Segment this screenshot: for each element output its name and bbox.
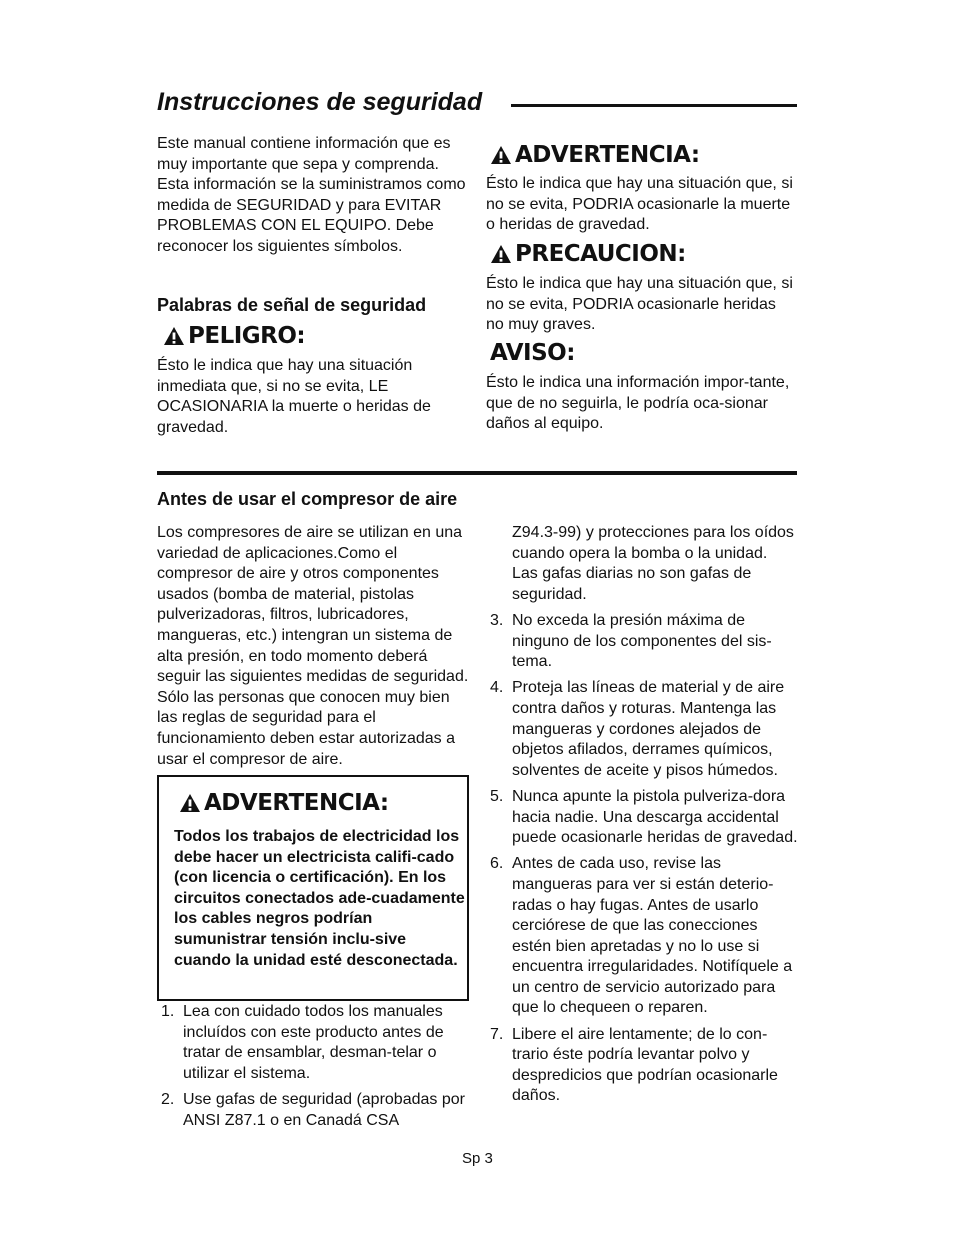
section-intro: Los compresores de aire se utilizan en una variedad de aplicaciones.Como el compresor de aire y otros componentes usados (bomba de material, pistolas pulverizadoras, filtros, lubricadores, mangueras, etc.) intengran un sistema de alta presión, en todo momento deberá seguir las siguientes medidas de seguridad. Sólo las personas que conocen muy bien las reglas de seguridad para el funcionamiento deben estar autorizadas a usar el compresor de aire. bbox=[157, 524, 469, 768]
list-item bbox=[157, 1090, 467, 1131]
warning-triangle-icon bbox=[490, 145, 512, 165]
precaucion-description: Ésto le indica que hay una situación que, si no se evita, PODRIA ocasionarle heridas no muy graves. bbox=[486, 275, 793, 334]
list-item bbox=[486, 854, 798, 1019]
list-item-text: Nunca apunte la pistola pulveriza-dora hacia nadie. Una descarga accidental puede ocasionarle heridas de gravedad. bbox=[512, 787, 798, 847]
peligro-description: Ésto le indica que hay una situación inmediata que, si no se evita, LE OCASIONARIA la muerte o heridas de gravedad. bbox=[157, 357, 431, 436]
peligro-label bbox=[163, 323, 305, 349]
list-item bbox=[486, 1025, 798, 1107]
list-item-text: Proteja las líneas de material y de aire contra daños y roturas. Mantenga las mangueras y cordones alejados de objetos afilados, derrames químicos, solventes de aceite y pisos húmedos. bbox=[512, 679, 785, 779]
list-item bbox=[157, 1002, 467, 1084]
page-title: Instrucciones de seguridad bbox=[157, 88, 483, 116]
title-rule bbox=[511, 104, 797, 107]
aviso-description: Ésto le indica una información impor-tante, que de no seguirla, le podría oca-sionar daños al equipo. bbox=[486, 374, 790, 433]
intro-text: Este manual contiene información que es muy importante que sepa y comprenda. Esta información se la suministramos como medida de SEGURIDAD y para EVITAR PROBLEMAS CON EL EQUIPO. Debe reconocer los siguientes símbolos. bbox=[157, 135, 466, 255]
list-item-number: 4. bbox=[490, 679, 504, 697]
warning-triangle-icon bbox=[179, 793, 201, 813]
aviso-label bbox=[490, 340, 575, 366]
list-item-text: Libere el aire lentamente; de lo con-trario éste podría levantar polvo y despredicios que podrían ocasionarle daños. bbox=[512, 1025, 778, 1105]
warning-box-text: Todos los trabajos de electricidad los debe hacer un electricista califi-cado (con licencia o certificación). En los circuitos conectados ade-cuadamente los cables negros podrían sumunistrar tensión inclu-sive cuando la unidad esté desconectada. bbox=[174, 828, 465, 969]
section-divider bbox=[157, 471, 797, 475]
advertencia-description: Ésto le indica que hay una situación que, si no se evita, PODRIA ocasionarle la muerte o heridas de gravedad. bbox=[486, 175, 793, 234]
advertencia-label bbox=[490, 142, 700, 168]
page-number: Sp 3 bbox=[462, 1150, 493, 1167]
list-item-text: No exceda la presión máxima de ninguno de los componentes del sis-tema. bbox=[512, 612, 772, 671]
safety-list-right bbox=[486, 611, 798, 1113]
list-item-text: Lea con cuidado todos los manuales incluídos con este producto antes de tratar de ensamblar, desman-telar o utilizar el sistema. bbox=[183, 1003, 444, 1082]
list-item-number: 7. bbox=[490, 1025, 504, 1043]
list-item-number: 6. bbox=[490, 855, 504, 873]
list-item-text: Use gafas de seguridad (aprobadas por ANSI Z87.1 o en Canadá CSA bbox=[183, 1090, 465, 1129]
intro-paragraph bbox=[157, 134, 475, 258]
warning-triangle-icon bbox=[163, 326, 185, 346]
aviso-label-text: AVISO: bbox=[490, 340, 575, 366]
safety-list-left bbox=[157, 1002, 467, 1137]
section-heading: Antes de usar el compresor de aire bbox=[157, 489, 458, 509]
list-item bbox=[486, 787, 798, 849]
warning-box-label bbox=[179, 790, 389, 816]
warning-triangle-icon bbox=[490, 244, 512, 264]
list-item-text: Antes de cada uso, revise las mangueras para ver si están deterio-radas o hay fugas. Antes de usarlo cerciórese de que las conecciones estén bien apretadas y no lo use si encuentra irregularidades. Notifíquele a un centro de servicio autorizado para que lo chequeen o reparen. bbox=[512, 855, 793, 1017]
peligro-label-text: PELIGRO: bbox=[188, 323, 306, 349]
list-item-number: 2. bbox=[161, 1090, 175, 1108]
list-item-number: 3. bbox=[490, 612, 504, 629]
list-item-number: 1. bbox=[161, 1003, 175, 1020]
list-item-number: 5. bbox=[490, 787, 504, 805]
list-continuation: Z94.3-99) y protecciones para los oídos cuando opera la bomba o la unidad. Las gafas diarias no son gafas de seguridad. bbox=[512, 524, 794, 603]
list-item bbox=[486, 678, 798, 781]
electrical-warning-box bbox=[157, 775, 469, 1001]
signal-words-heading: Palabras de señal de seguridad bbox=[157, 295, 427, 315]
advertencia-label-text: ADVERTENCIA: bbox=[515, 142, 700, 168]
warning-box-label-text: ADVERTENCIA: bbox=[204, 790, 389, 816]
list-item bbox=[486, 611, 798, 673]
precaucion-label-text: PRECAUCION: bbox=[515, 241, 686, 267]
precaucion-label bbox=[490, 241, 686, 267]
